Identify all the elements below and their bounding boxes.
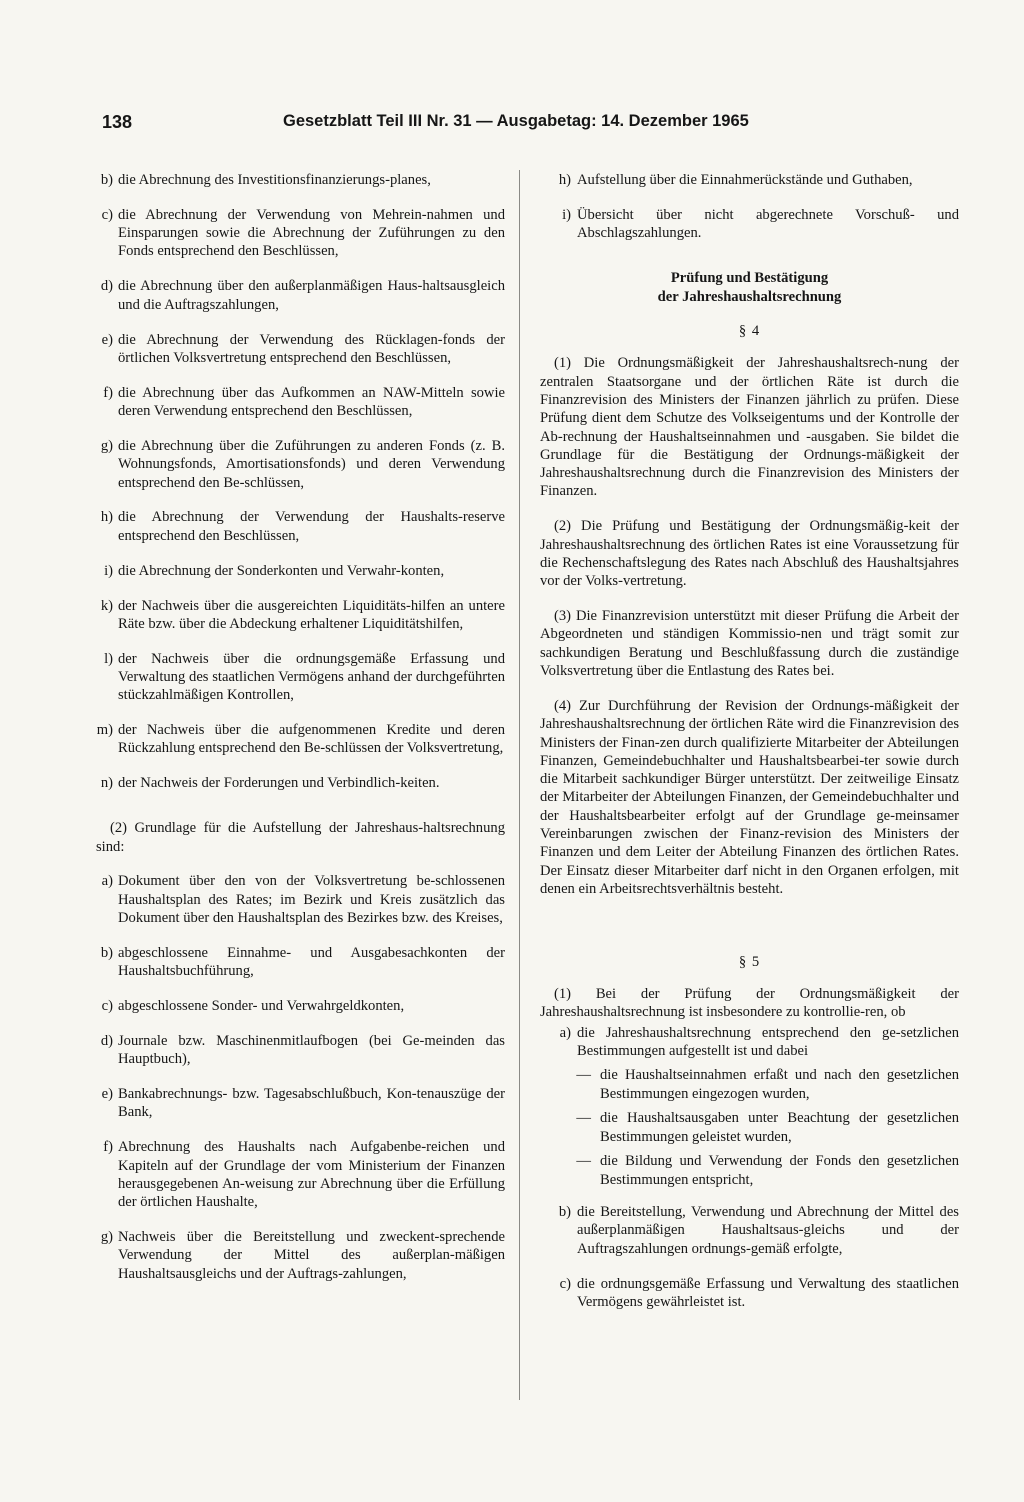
list-item bbox=[96, 331, 505, 368]
item-label: c) bbox=[559, 1275, 571, 1292]
item-text: der Nachweis der Forderungen und Verbindlich-keiten. bbox=[118, 775, 440, 792]
right-column bbox=[540, 171, 959, 1328]
item-label: e) bbox=[101, 331, 113, 348]
list-item bbox=[96, 277, 505, 314]
list-item bbox=[96, 1085, 505, 1122]
list-item bbox=[96, 1138, 505, 1211]
item-text: die Abrechnung über den außerplanmäßigen Haus-haltsausgleich und die Auftragszahlungen, bbox=[118, 278, 505, 313]
item-label: d) bbox=[100, 278, 113, 295]
list-item bbox=[540, 1275, 959, 1312]
dash-item bbox=[540, 1152, 959, 1189]
item-label: b) bbox=[558, 1204, 571, 1221]
section-4-title: § 4 bbox=[738, 323, 761, 340]
dash-item bbox=[540, 1109, 959, 1146]
item-label: i) bbox=[562, 206, 571, 223]
section-5-title: § 5 bbox=[738, 953, 761, 970]
item-text: Übersicht über nicht abgerechnete Vorschuß- und Abschlagszahlungen. bbox=[577, 206, 959, 242]
paragraph: (3) Die Finanzrevision unterstützt mit dieser Prüfung die Arbeit der Abgeordneten und ständigen Kommissio-nen und trägt somit zur sachkundigen Beratung und Beschlußfassung durch die zuständige Volksvertretung über die Entlastung des Rates bei. bbox=[540, 608, 959, 680]
list-item bbox=[96, 206, 505, 261]
left-column bbox=[96, 171, 505, 1300]
item-label: b) bbox=[100, 944, 113, 961]
list-item bbox=[540, 171, 959, 189]
item-text: die Bereitstellung, Verwendung und Abrechnung der Mittel des außerplanmäßigen Haushaltsaus-gleichs und der Auftragszahlungen ordnungs-gemäß erfolgte, bbox=[577, 1204, 959, 1257]
item-text: die Jahreshaushaltsrechnung entsprechend den ge-setzlichen Bestimmungen aufgestellt ist und dabei bbox=[577, 1024, 959, 1059]
item-text: die Abrechnung des Investitionsfinanzierungs-planes, bbox=[118, 172, 431, 188]
section-heading-line-1: Prüfung und Bestätigung bbox=[670, 270, 829, 287]
item-text: Bankabrechnungs- bzw. Tagesabschlußbuch, Kon-tenauszüge der Bank, bbox=[118, 1086, 505, 1121]
list-item bbox=[96, 384, 505, 421]
item-label: k) bbox=[100, 597, 113, 614]
item-text: die Haushaltseinnahmen erfaßt und nach den gesetzlichen Bestimmungen eingezogen wurden, bbox=[600, 1067, 959, 1102]
item-label: f) bbox=[103, 384, 113, 401]
list-item bbox=[96, 508, 505, 545]
item-label: n) bbox=[100, 775, 113, 792]
item-text: der Nachweis über die aufgenommenen Kredite und deren Rückzahlung entsprechend den Be-schlüssen der Volksvertretung, bbox=[118, 722, 505, 757]
paragraph: (1) Bei der Prüfung der Ordnungsmäßigkeit der Jahreshaushaltsrechnung ist insbesondere zu kontrollie-ren, ob bbox=[540, 986, 959, 1021]
list-item bbox=[540, 206, 959, 243]
dash-item bbox=[540, 1066, 959, 1103]
item-label: d) bbox=[100, 1033, 113, 1049]
header-title: Gesetzblatt Teil III Nr. 31 — Ausgabetag: 14. Dezember 1965 bbox=[283, 112, 749, 130]
item-text: Abrechnung des Haushalts nach Aufgabenbe-reichen und Kapiteln auf der Grundlage der vom Ministerium der Finanzen herausgegebenen An-weisung zur Abrechnung über die Erfüllung der örtlichen Haushalte, bbox=[118, 1139, 505, 1211]
item-text: die Abrechnung der Verwendung von Mehrein-nahmen und Einsparungen sowie die Abrechnung der Zuführungen zu den Fonds entsprechend den Beschlüssen, bbox=[118, 206, 505, 260]
section-heading-line-2: der Jahreshaushaltsrechnung bbox=[657, 288, 842, 305]
paragraph: (2) Die Prüfung und Bestätigung der Ordnungsmäßig-keit der Jahreshaushaltsrechnung des örtlichen Rates ist eine Voraussetzung für die Rechenschaftslegung des Rates nach Abschluß des Haushaltsjahres vor der Volks-vertretung. bbox=[540, 518, 959, 590]
item-text: die Abrechnung der Verwendung der Haushalts-reserve entsprechend den Beschlüssen, bbox=[118, 509, 505, 544]
item-label: b) bbox=[100, 172, 113, 188]
item-label: h) bbox=[558, 172, 571, 188]
item-text: die Abrechnung der Sonderkonten und Verwahr-konten, bbox=[118, 562, 445, 579]
list-item bbox=[96, 774, 505, 792]
paragraph: (4) Zur Durchführung der Revision der Ordnungs-mäßigkeit der Jahreshaushaltsrechnung der örtlichen Räte wird die Finanzrevision des Ministers der Finan-zen durch qualifizierte Mitarbeiter der Abteilungen Finanzen, Gemeindebuchhalter und Haushaltsbearbei-ter sowie durch die Mitarbeit sachkundiger Bürger unterstützt. Der zeitweilige Einsatz der Mitarbeiter der Abteilungen Finanzen, der Gemeindebuchhalter und der Haushaltsbearbeiter erfolgt auf der Grundlage ge-meinsamer Vereinbarungen zwischen der Finanz-revision des Ministers der Finanzen und dem Leiter der Abteilung Finanzen des örtlichen Rates. Der Einsatz dieser Mitarbeiter darf nicht in den Organen erfolgen, mit denen ein Arbeitsrechtsverhältnis besteht. bbox=[540, 697, 960, 897]
paragraph: (1) Die Ordnungsmäßigkeit der Jahreshaushaltsrech-nung der zentralen Staatsorgane und der örtlichen Räte ist durch die Finanzrevision des Ministers der Finanzen jährlich zu prüfen. Diese Prüfung dient dem Schutze des Volkseigentums und der Kontrolle der Ab-rechnung der Haushaltseinnahmen und -ausgaben. Sie bildet die Grundlage für die Bestätigung der Ordnungs-mäßigkeit der Jahreshaushaltsrechnung durch die Finanzrevision des Ministers der Finanzen. bbox=[540, 355, 959, 500]
item-text: die Bildung und Verwendung der Fonds den gesetzlichen Bestimmungen entspricht, bbox=[600, 1153, 959, 1188]
item-label: h) bbox=[100, 509, 113, 526]
list-item bbox=[96, 650, 505, 705]
list-item bbox=[540, 1203, 959, 1258]
list-item bbox=[96, 597, 505, 634]
page-header bbox=[0, 112, 1024, 136]
item-text: die Abrechnung über die Zuführungen zu anderen Fonds (z. B. Wohnungsfonds, Amortisationsfonds) und deren Verwendung entsprechend den Be-schlüssen, bbox=[118, 437, 505, 491]
item-text: die Abrechnung über das Aufkommen an NAW-Mitteln sowie deren Verwendung entsprechend den Beschlüssen, bbox=[118, 384, 505, 420]
item-text: abgeschlossene Sonder- und Verwahrgeldkonten, bbox=[118, 998, 405, 1015]
item-label: f) bbox=[103, 1139, 113, 1156]
list-item bbox=[96, 562, 505, 580]
list-item bbox=[540, 1024, 959, 1061]
list-item bbox=[96, 872, 505, 927]
list-item bbox=[96, 1228, 505, 1283]
dash-mark: — bbox=[576, 1153, 591, 1170]
item-label: g) bbox=[100, 437, 113, 454]
dash-mark: — bbox=[576, 1067, 591, 1084]
list-item bbox=[96, 997, 505, 1015]
dash-mark: — bbox=[576, 1110, 591, 1127]
page-number: 138 bbox=[102, 112, 133, 132]
item-label: a) bbox=[559, 1024, 571, 1041]
item-text: die ordnungsgemäße Erfassung und Verwaltung des staatlichen Vermögens gewährleistet ist. bbox=[577, 1275, 959, 1310]
item-text: Dokument über den von der Volksvertretung be-schlossenen Haushaltsplan des Rates; im Bezirk und Kreis zusätzlich das Dokument über den Haushaltsplan des Bezirkes bzw. des Kreises, bbox=[118, 873, 505, 927]
list-item bbox=[96, 1032, 505, 1069]
item-text: die Abrechnung der Verwendung des Rücklagen-fonds der örtlichen Volksvertretung entsprechend den Beschlüssen, bbox=[118, 331, 505, 366]
column-divider bbox=[519, 170, 520, 1400]
item-label: g) bbox=[100, 1229, 113, 1246]
item-text: Nachweis über die Bereitstellung und zweckent-sprechende Verwendung der Mittel des außerplan-mäßigen Haushaltsausgleichs und der Auftrags-zahlungen, bbox=[118, 1229, 505, 1282]
item-text: die Haushaltsausgaben unter Beachtung der gesetzlichen Bestimmungen geleistet wurden, bbox=[600, 1110, 959, 1145]
list-item bbox=[96, 171, 505, 189]
item-label: l) bbox=[104, 650, 113, 667]
item-text: Aufstellung über die Einnahmerückstände und Guthaben, bbox=[577, 172, 913, 188]
section-heading bbox=[540, 269, 959, 306]
item-text: der Nachweis über die ausgereichten Liquiditäts-hilfen an untere Räte bzw. über die Abdeckung erhaltener Liquiditätshilfen, bbox=[118, 597, 505, 632]
item-label: e) bbox=[101, 1086, 113, 1103]
item-text: abgeschlossene Einnahme- und Ausgabesachkonten der Haushaltsbuchführung, bbox=[118, 944, 505, 980]
list-item bbox=[96, 721, 505, 758]
paragraph: (2) Grundlage für die Aufstellung der Jahreshaus-haltsrechnung sind: bbox=[96, 820, 505, 855]
item-label: c) bbox=[101, 998, 113, 1015]
item-label: a) bbox=[101, 873, 113, 890]
item-text: Journale bzw. Maschinenmitlaufbogen (bei Ge-meinden das Hauptbuch), bbox=[118, 1033, 505, 1068]
item-label: c) bbox=[101, 206, 113, 223]
item-label: i) bbox=[104, 562, 113, 579]
list-item bbox=[96, 944, 505, 981]
item-text: der Nachweis über die ordnungsgemäße Erfassung und Verwaltung des staatlichen Vermögens anhand der durchgeführten stückzahlmäßigen Kontrollen, bbox=[118, 650, 505, 704]
item-label: m) bbox=[96, 722, 113, 739]
list-item bbox=[96, 437, 505, 492]
